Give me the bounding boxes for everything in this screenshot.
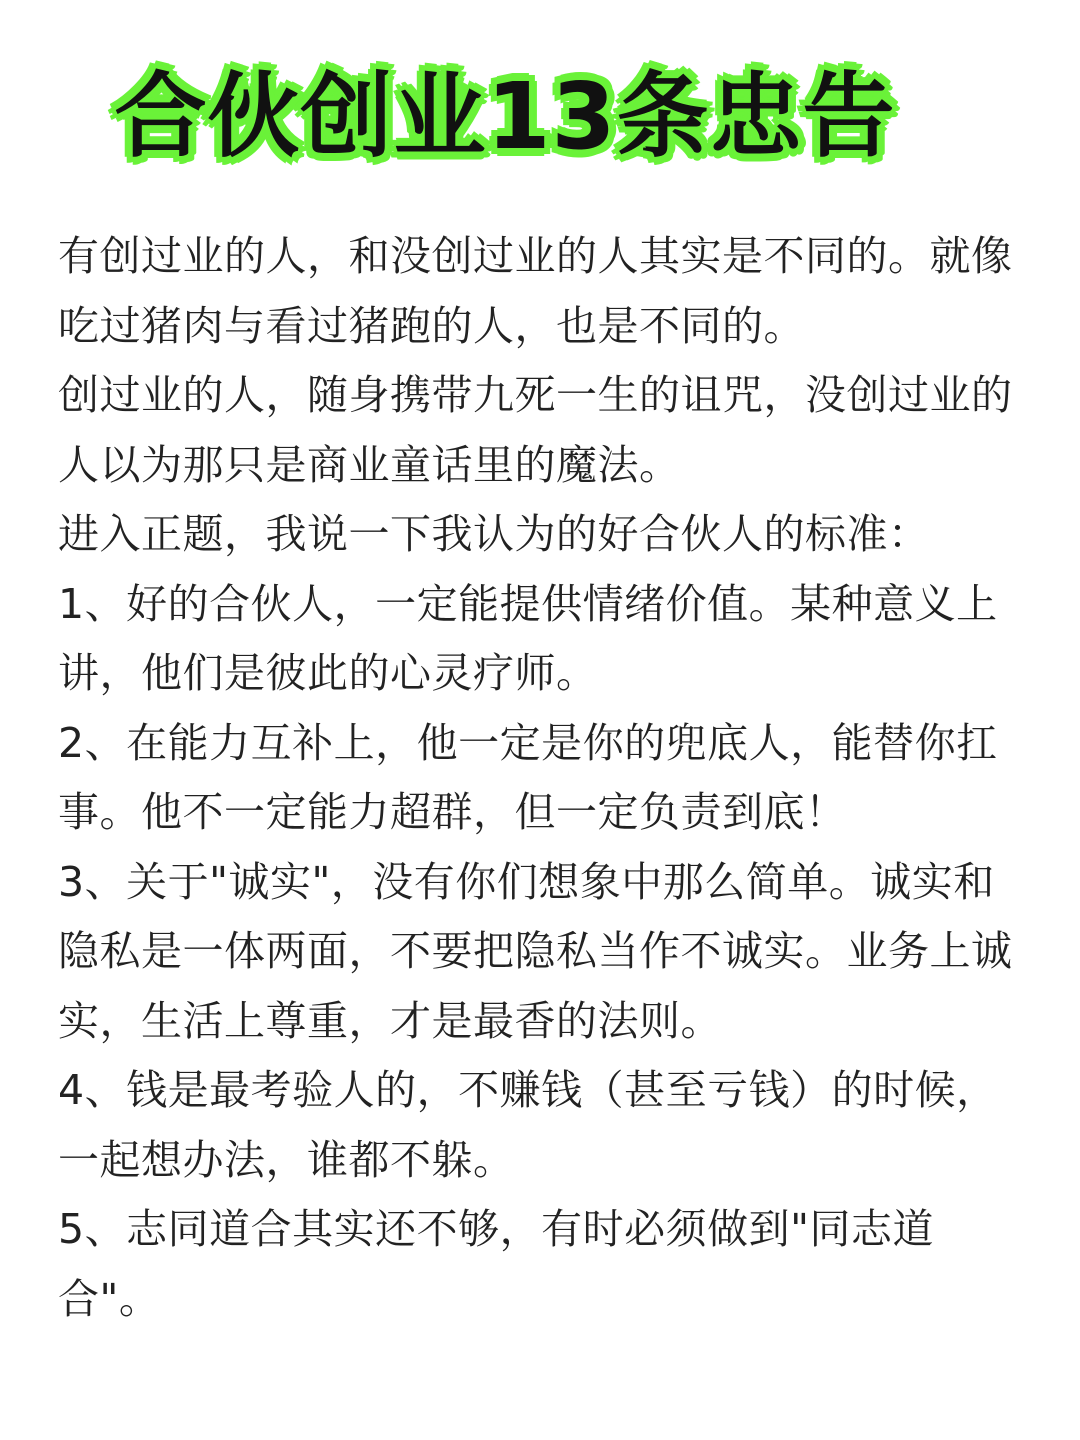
article-body (58, 222, 1028, 1334)
page-title: 合伙创业13条忠告 (114, 63, 896, 170)
advice-item-5: 5、志同道合其实还不够，有时必须做到"同志道合"。 (58, 1205, 934, 1323)
advice-item-2: 2、在能力互补上，他一定是你的兜底人，能替你扛事。他不一定能力超群，但一定负责到底！ (58, 718, 998, 836)
advice-item-4: 4、钱是最考验人的，不赚钱（甚至亏钱）的时候，一起想办法，谁都不躲。 (58, 1066, 998, 1184)
intro-paragraph-1: 有创过业的人，和没创过业的人其实是不同的。就像吃过猪肉与看过猪跑的人，也是不同的。 (58, 232, 1013, 350)
advice-item-1: 1、好的合伙人，一定能提供情绪价值。某种意义上讲，他们是彼此的心灵疗师。 (58, 579, 998, 697)
intro-paragraph-3: 进入正题，我说一下我认为的好合伙人的标准： (58, 510, 930, 558)
advice-item-3: 3、关于"诚实"，没有你们想象中那么简单。诚实和隐私是一体两面，不要把隐私当作不诚实。业务上诚实，生活上尊重，才是最香的法则。 (58, 857, 1013, 1045)
intro-paragraph-2: 创过业的人，随身携带九死一生的诅咒，没创过业的人以为那只是商业童话里的魔法。 (58, 371, 1013, 489)
